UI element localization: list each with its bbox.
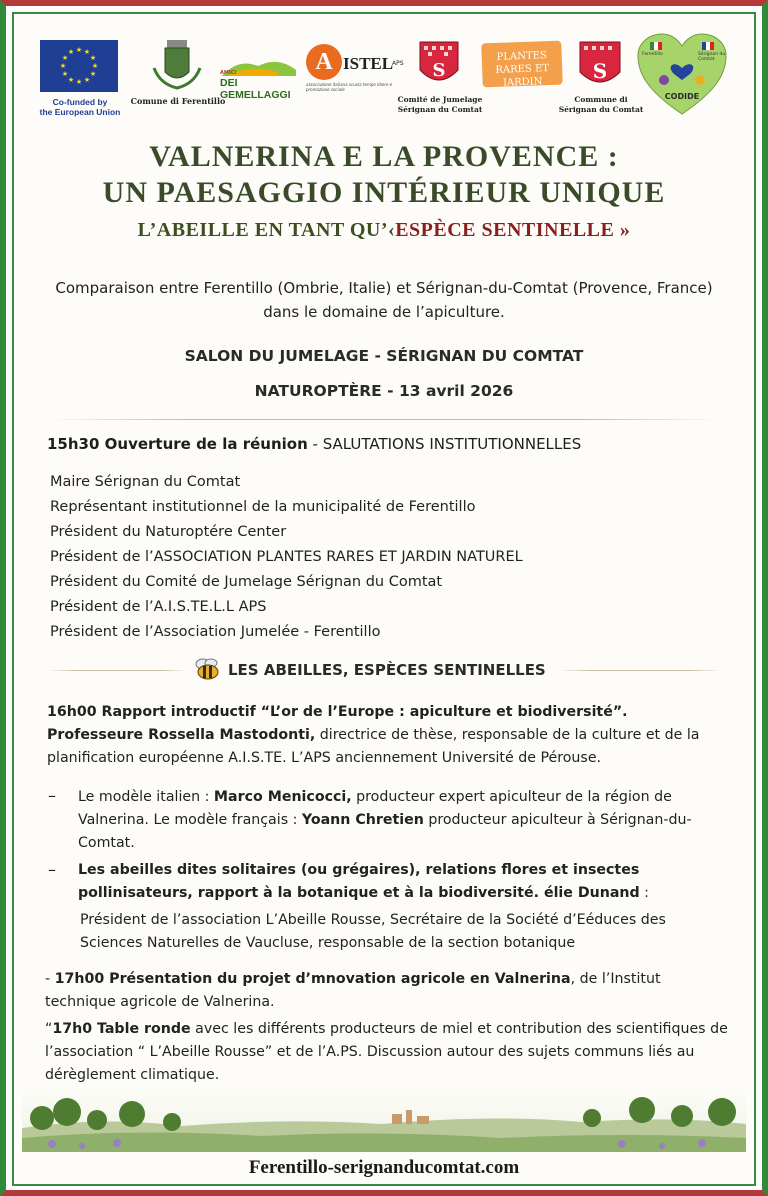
p2-c: producteur expert apiculteur de la région de Valnerina. Le modèle français : <box>78 789 672 828</box>
p2-b: Marco Menicocci, <box>213 789 352 805</box>
footer-url: Ferentillo-serignanducomtat.com <box>248 1157 520 1178</box>
p2-e: producteur apiculteur à Sérignan-du-Comtat. <box>78 812 692 851</box>
bullet-dash: – <box>48 860 56 879</box>
list-item: Président du Comité de Jumelage Sérignan du Comtat <box>50 574 443 590</box>
program-item-table-ronde <box>45 1018 735 1087</box>
gemellaggi-small: AMICI <box>220 70 237 76</box>
p2-d: Yoann Chretien <box>301 812 424 828</box>
intro-paragraph: Comparaison entre Ferentillo (Ombrie, Italie) et Sérignan-du-Comtat (Provence, France) dans le domaine de l’apiculture. <box>55 279 713 321</box>
ferentillo-crest-icon <box>148 38 206 94</box>
program-item-models <box>78 786 728 855</box>
opening-time: 15h30 Ouverture de la réunion <box>47 435 308 453</box>
comite-shield-icon <box>418 40 460 90</box>
program-item-17h00 <box>45 968 735 1014</box>
salon-heading: SALON DU JUMELAGE - SÉRIGNAN DU COMTAT <box>184 347 584 365</box>
section-title: LES ABEILLES, ESPÈCES SENTINELLES <box>228 661 546 679</box>
codide-label: CODIDE <box>664 92 700 101</box>
bee-icon <box>193 656 223 682</box>
svg-text:★: ★ <box>75 46 83 54</box>
svg-text:★: ★ <box>75 78 83 86</box>
svg-text:★: ★ <box>59 62 67 70</box>
eu-caption: Co-funded by the European Union <box>39 97 121 117</box>
p3-colon: : <box>639 885 649 901</box>
naturoptere-date: NATUROPTÈRE - 13 avril 2026 <box>254 382 514 400</box>
program-item-solitary-bees <box>78 859 728 905</box>
divider <box>560 670 720 671</box>
comite-caption: Comité de Jumelage Sérignan du Comtat <box>397 95 483 114</box>
list-item: Président de l’A.I.S.TE.L.L APS <box>50 599 267 615</box>
svg-text:★: ★ <box>83 48 91 56</box>
divider <box>48 670 188 671</box>
bullet-dash: – <box>48 786 56 805</box>
p5-prefix: - <box>45 971 55 987</box>
title-line-1: VALNERINA E LA PROVENCE : <box>149 140 619 173</box>
svg-text:★: ★ <box>67 48 75 56</box>
program-item-16h00 <box>47 701 727 770</box>
p5-rest: , de l’Institut technique agricole de Valnerina. <box>45 971 661 1010</box>
list-item: Maire Sérignan du Comtat <box>50 474 241 490</box>
amici-gemellaggi-logo <box>218 56 300 101</box>
divider <box>48 419 720 420</box>
p1-bold: 16h00 Rapport introductif “L’or de l’Europe : apiculture et biodiversité”. Professeure Rossella Mastodonti, <box>47 704 628 743</box>
speakers-list <box>50 470 523 645</box>
subtitle-part-b: ESPÈCE SENTINELLE » <box>395 219 631 241</box>
svg-text:★: ★ <box>89 54 97 62</box>
svg-text:★: ★ <box>83 76 91 84</box>
svg-text:★: ★ <box>61 54 69 62</box>
codide-left-label: Ferentillo <box>642 52 663 57</box>
svg-text:★: ★ <box>61 70 69 78</box>
p6-prefix: “ <box>45 1021 53 1037</box>
p2-a: Le modèle italien : <box>78 789 214 805</box>
ferentillo-caption: Comune di Ferentillo <box>130 96 226 106</box>
p6-bold: 17h0 Table ronde <box>52 1021 191 1037</box>
commune-shield-icon <box>578 40 622 92</box>
landscape-illustration <box>22 1088 746 1152</box>
subtitle <box>0 219 768 242</box>
svg-text:S: S <box>592 59 608 83</box>
svg-text:S: S <box>432 60 446 81</box>
p1-rest: directrice de thèse, responsable de la culture et de la planification européenne A.I.S.TE. L’APS anciennement Université de Pérouse. <box>47 727 700 766</box>
list-item: Représentant institutionnel de la municipalité de Ferentillo <box>50 499 476 515</box>
eu-flag-logo <box>40 40 118 92</box>
title-line-2: UN PAESAGGIO INTÉRIEUR UNIQUE <box>102 176 666 209</box>
p5-bold: 17h00 Présentation du projet d’mnovation agricole en Valnerina <box>54 971 571 987</box>
aistel-tagline: associazione italiana scuola tempo libero e promozione sociale <box>306 82 393 92</box>
codide-right-label: Sérignan du Comtat <box>698 52 726 62</box>
program-item-dunand-role: Président de l’association L’Abeille Rousse, Secrétaire de la Société d’Eéduces des Sciences Naturelles de Vaucluse, responsable de la section botanique <box>80 912 666 951</box>
codide-heart-logo <box>636 32 728 118</box>
svg-text:★: ★ <box>89 70 97 78</box>
subtitle-part-a: L’ABEILLE EN TANT QU’‹ <box>137 219 396 241</box>
aistel-aps: APS <box>392 60 404 67</box>
plantes-rares-logo: PLANTES RARES ET JARDIN NATUREL <box>481 41 562 88</box>
list-item: Président du Naturoptére Center <box>50 524 287 540</box>
svg-text:★: ★ <box>91 62 99 70</box>
list-item: Président de l’ASSOCIATION PLANTES RARES ET JARDIN NATUREL <box>50 549 523 565</box>
gemellaggi-text: DEI GEMELLAGGI <box>220 77 291 101</box>
svg-text:★: ★ <box>67 76 75 84</box>
commune-caption: Commune di Sérignan du Comtat <box>558 95 644 114</box>
aistel-wordmark: ISTEL <box>343 54 394 73</box>
opening-desc: - SALUTATIONS INSTITUTIONNELLES <box>307 435 582 453</box>
list-item: Président de l’Association Jumelée - Ferentillo <box>50 624 381 640</box>
p3-bold: Les abeilles dites solitaires (ou grégaires), relations flores et insectes pollinisateurs, rapport à la botanique et à la biodiversité. élie Dunand <box>78 862 640 901</box>
p6-rest: avec les différents producteurs de miel et contribution des scientifiques de l’association “ L’Abeille Rousse” et de l’A.PS. Discussion autour des sujets communs liés au dérèglement climatique. <box>45 1021 728 1083</box>
opening-line <box>47 435 581 453</box>
aistel-logo-mark: A <box>306 44 342 80</box>
